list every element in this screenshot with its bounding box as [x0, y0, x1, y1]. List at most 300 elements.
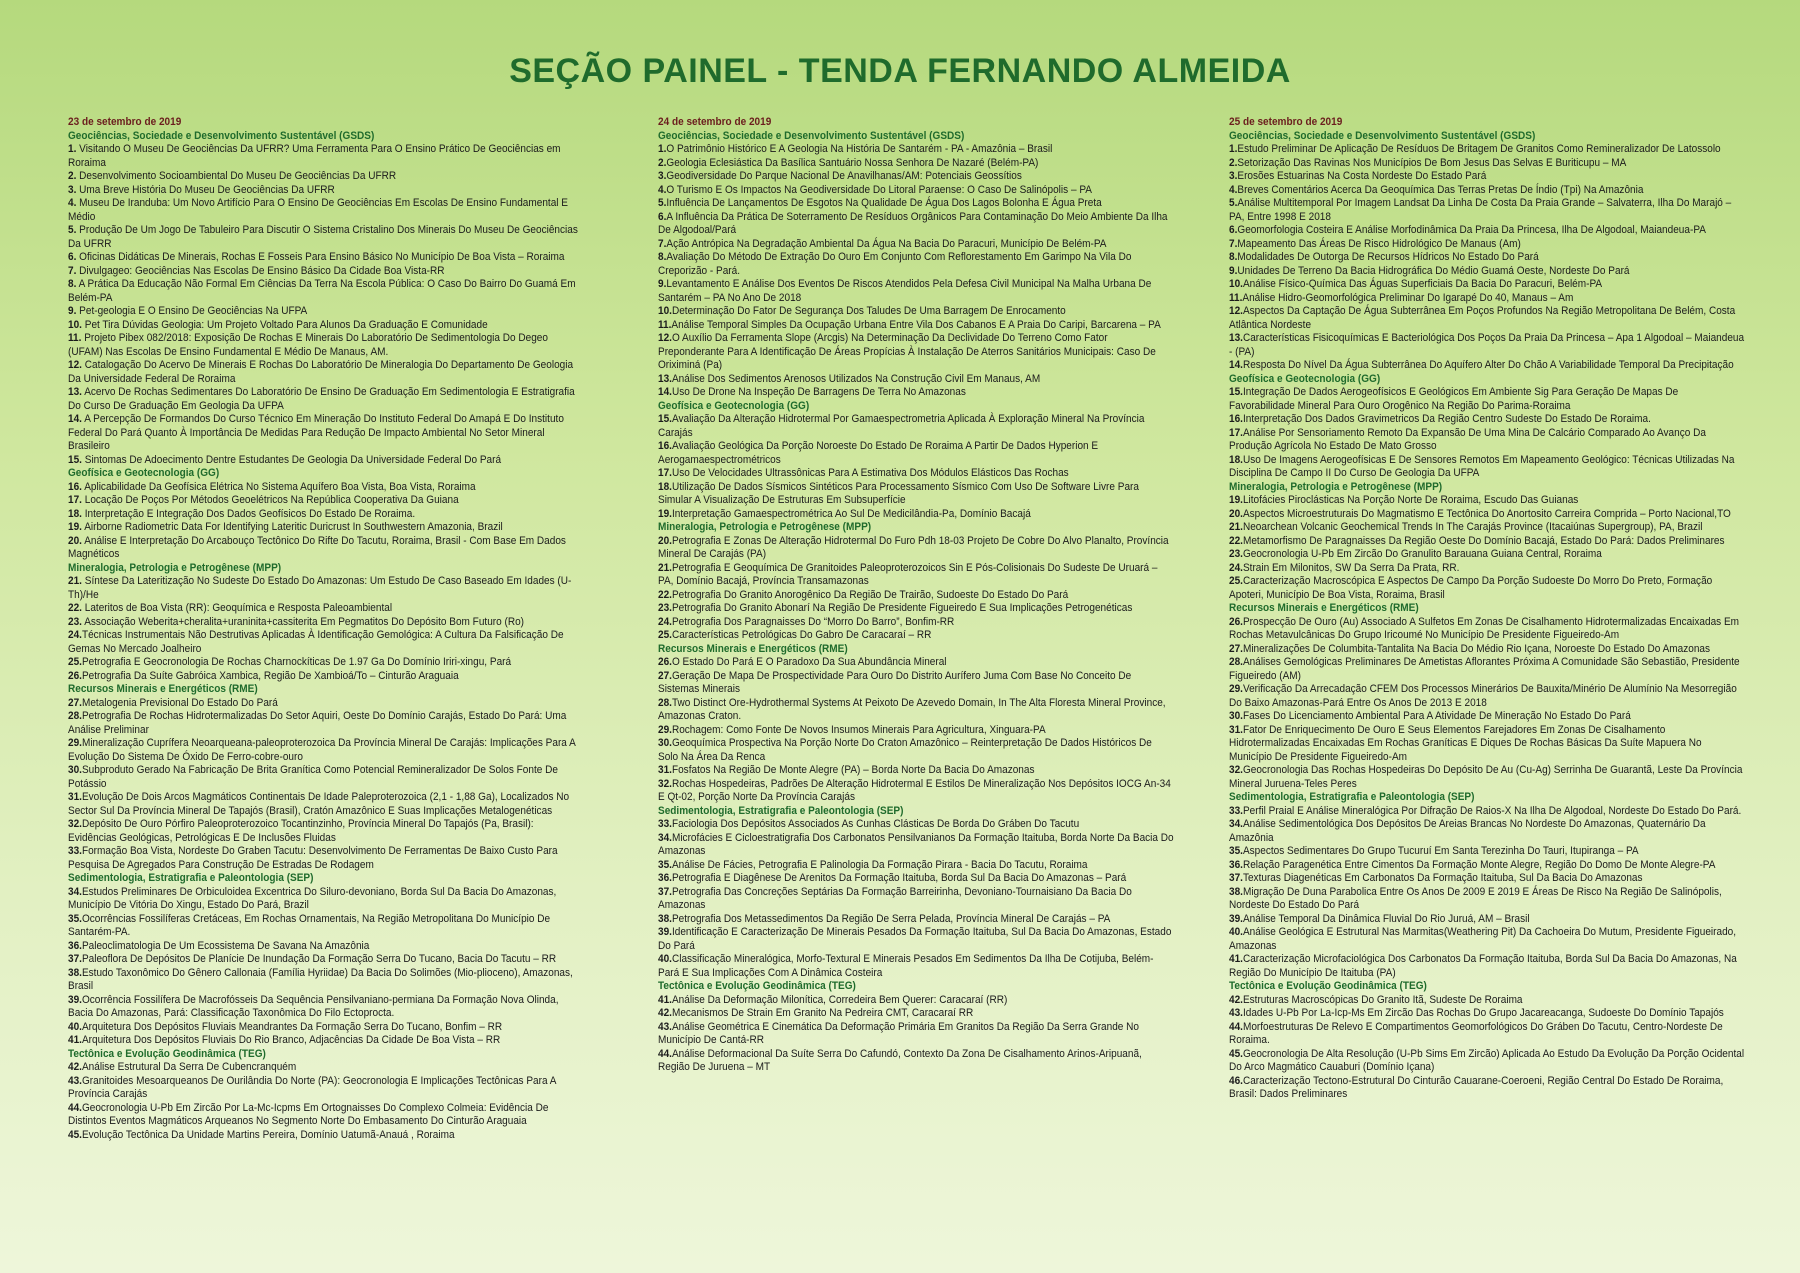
item-title: Características Fisicoquímicas E Bacteriológica Dos Poços Da Praia Da Princesa – Apa 1 Algodoal – Maiandeua - (PA)	[1229, 332, 1745, 358]
item-number: 15.	[68, 453, 82, 466]
item-number: 25.	[658, 629, 672, 641]
item-title: Estudo Preliminar De Aplicação De Resíduos De Britagem De Granitos Como Remineralizador De Latossolo	[1237, 143, 1721, 155]
item-number: 3.	[68, 183, 77, 196]
list-item	[1229, 238, 1745, 252]
item-title: Uso De Imagens Aerogeofísicas E De Sensores Remotos Em Mapeamento Geológico: Técnicas Utilizadas Na Disciplina De Campo II Do Curso De Geologia Da UFPA	[1229, 453, 1735, 479]
section-heading: Recursos Minerais e Energéticos (RME)	[1229, 602, 1419, 614]
list-item	[1229, 926, 1745, 953]
item-title: Desenvolvimento Socioambiental Do Museu De Geociências Da UFRR	[76, 170, 397, 182]
item-number: 38.	[658, 912, 672, 925]
item-number: 19.	[1229, 494, 1243, 506]
list-item	[68, 697, 584, 711]
list-item	[68, 737, 584, 764]
item-number: 5.	[1229, 197, 1238, 209]
list-item	[658, 413, 1174, 440]
list-item	[658, 211, 1174, 238]
item-title: Produção De Um Jogo De Tabuleiro Para Discutir O Sistema Cristalino Dos Minerais Do Museu De Geociências Da UFRR	[68, 224, 578, 250]
item-title: Análise Hidro-Geomorfológica Preliminar Do Igarapé Do 40, Manaus – Am	[1242, 291, 1574, 304]
list-item	[68, 994, 584, 1021]
item-number: 1.	[658, 143, 667, 155]
list-item	[68, 616, 584, 630]
list-item	[658, 656, 1174, 670]
list-item	[658, 818, 1174, 832]
item-number: 33.	[1229, 804, 1243, 817]
list-item	[658, 859, 1174, 873]
item-title: A Percepção De Formandos Do Curso Técnico Em Mineração Do Instituto Federal Do Amapá E Do Instituto Federal Do Pará Quanto À Importância De Medidas Para Redução De Impacto Ambiental No Setor Mineral Brasileiro	[68, 413, 564, 452]
item-title: Ocorrências Fossilíferas Cretáceas, Em Rochas Ornamentais, Na Região Metropolitana Do Município De Santarém-PA.	[68, 912, 551, 938]
list-item	[1229, 278, 1745, 292]
item-title: Breves Comentários Acerca Da Geoquímica Das Terras Pretas De Índio (Tpi) Na Amazônia	[1237, 183, 1644, 196]
item-title: Fosfatos Na Região De Monte Alegre (PA) – Borda Norte Da Bacia Do Amazonas	[671, 764, 1035, 776]
item-number: 31.	[658, 764, 672, 776]
item-title: Texturas Diagenéticas Em Carbonatos Da Formação Itaituba, Sul Da Bacia Do Amazonas	[1242, 872, 1643, 884]
item-title: Análise Temporal Simples Da Ocupação Urbana Entre Vila Dos Cabanos E A Praia Do Caripi, Barcarena – PA	[671, 318, 1161, 331]
item-number: 24.	[68, 629, 82, 641]
item-title: Análise Estrutural Da Serra De Cubencranquém	[81, 1061, 297, 1073]
item-number: 18.	[658, 480, 672, 493]
list-item	[1229, 427, 1745, 454]
section-heading: Geofísica e Geotecnologia (GG)	[68, 467, 220, 479]
list-item	[68, 319, 584, 333]
item-title: Visitando O Museu De Geociências Da UFRR? Uma Ferramenta Para O Ensino Prático De Geociências em Roraima	[68, 143, 561, 169]
list-item	[1229, 656, 1745, 683]
list-item	[68, 629, 584, 656]
item-number: 23.	[658, 602, 672, 614]
item-title: Interpretação Gamaespectrométrica Ao Sul De Medicilândia-Pa, Domínio Bacajá	[671, 507, 1031, 520]
column-day-1	[68, 116, 584, 1142]
item-number: 5.	[658, 197, 667, 209]
item-number: 35.	[68, 912, 82, 925]
list-item	[1229, 494, 1745, 508]
item-title: Two Distinct Ore-Hydrothermal Systems At Peixoto De Azevedo Domain, In The Alta Floresta Mineral Province, Amazonas Craton.	[658, 696, 1166, 722]
item-title: Uma Breve História Do Museu De Geociências Da UFRR	[76, 183, 335, 196]
list-item	[1229, 913, 1745, 927]
item-title: Mecanismos De Strain Em Granito Na Pedreira CMT, Caracaraí RR	[671, 1007, 974, 1019]
item-number: 25.	[1229, 575, 1243, 587]
list-item	[658, 616, 1174, 630]
list-item	[1229, 643, 1745, 657]
list-item	[68, 953, 584, 967]
list-item	[658, 278, 1174, 305]
list-item	[658, 562, 1174, 589]
list-item	[68, 1129, 584, 1143]
item-title: Museu De Iranduba: Um Novo Artifício Para O Ensino De Geociências Em Escolas De Ensino Fundamental E Médio	[68, 197, 569, 223]
item-title: Projeto Pibex 082/2018: Exposição De Rochas E Minerais Do Laboratório De Sedimentologia Do Degeo (UFAM) Nas Escolas De Ensino Fundamental E Médio De Manaus, AM.	[68, 332, 548, 358]
item-number: 11.	[68, 332, 82, 344]
item-number: 40.	[1229, 926, 1243, 938]
item-number: 34.	[68, 885, 82, 898]
item-title: Síntese Da Lateritização No Sudeste Do Estado Do Amazonas: Um Estudo De Caso Baseado Em Idades (U-Th)/He	[68, 575, 572, 601]
item-number: 28.	[658, 696, 672, 709]
item-title: O Estado Do Pará E O Paradoxo Da Sua Abundância Mineral	[671, 656, 947, 668]
list-item	[68, 521, 584, 535]
item-title: Petrografia Dos Metassedimentos Da Região De Serra Pelada, Província Mineral De Carajás – PA	[671, 912, 1111, 925]
item-number: 34.	[1229, 818, 1243, 830]
item-number: 43.	[68, 1074, 82, 1087]
item-number: 38.	[68, 966, 82, 979]
item-title: Análise E Interpretação Do Arcabouço Tectônico Do Rifte Do Tacutu, Roraima, Brasil - Com Base Em Dados Magnéticos	[68, 534, 566, 560]
section-heading: Mineralogia, Petrologia e Petrogênese (MPP)	[658, 521, 872, 533]
item-title: Fator De Enriquecimento De Ouro E Seus Elementos Farejadores Em Zonas De Cisalhamento Hidrotermalizadas Encaixadas Em Rochas Graníticas E Diques De Rochas Básicas Da Suíte Mapuera No Município De Presidente Figueiredo-Am	[1229, 723, 1702, 763]
list-item	[658, 602, 1174, 616]
item-number: 27.	[658, 669, 672, 682]
list-item	[658, 670, 1174, 697]
item-number: 20.	[658, 534, 672, 547]
item-title: Evolução Tectônica Da Unidade Martins Pereira, Domínio Uatumã-Anauá , Roraima	[81, 1128, 455, 1141]
item-number: 33.	[658, 818, 672, 830]
item-number: 26.	[658, 656, 672, 668]
item-number: 22.	[1229, 534, 1243, 547]
list-item	[1229, 265, 1745, 279]
list-item	[1229, 764, 1745, 791]
item-title: Geocronologia De Alta Resolução (U-Pb Sims Em Zircão) Aplicada Ao Estudo Da Evolução Da Porção Ocidental Do Arco Magmático Cauaburi (Domínio Içana)	[1229, 1047, 1745, 1073]
list-item	[68, 602, 584, 616]
list-item	[658, 589, 1174, 603]
list-item	[658, 697, 1174, 724]
item-number: 12.	[68, 359, 82, 371]
item-number: 22.	[658, 588, 672, 601]
list-item	[68, 197, 584, 224]
item-number: 30.	[658, 737, 672, 749]
item-title: Arquitetura Dos Depósitos Fluviais Meandrantes Da Formação Serra Do Tucano, Bonfim – RR	[81, 1020, 503, 1033]
list-item	[68, 886, 584, 913]
item-title: Avaliação Da Alteração Hidrotermal Por Gamaespectrometria Aplicada À Exploração Mineral Na Província Carajás	[658, 413, 1145, 439]
item-number: 44.	[658, 1047, 672, 1060]
list-item	[658, 197, 1174, 211]
list-item	[658, 872, 1174, 886]
item-title: Análise Deformacional Da Suíte Serra Do Cafundó, Contexto Da Zona De Cisalhamento Arinos-Aripuanã, Região De Juruena – MT	[658, 1047, 1142, 1073]
item-title: Geração De Mapa De Prospectividade Para Ouro Do Distrito Aurífero Juma Com Base No Conceito De Sistemas Minerais	[658, 669, 1132, 695]
section-heading: Geofísica e Geotecnologia (GG)	[658, 399, 810, 412]
item-title: Petrografia De Rochas Hidrotermalizadas Do Setor Aquiri, Oeste Do Domínio Carajás, Estado Do Pará: Uma Análise Preliminar	[68, 710, 567, 736]
section-heading: Geociências, Sociedade e Desenvolvimento Sustentável (GSDS)	[658, 129, 965, 142]
item-number: 32.	[658, 777, 672, 790]
item-title: Locação De Poços Por Métodos Geoelétricos Na República Cooperativa Da Guiana	[81, 494, 459, 506]
list-item	[1229, 305, 1745, 332]
item-title: Litofácies Piroclásticas Na Porção Norte De Roraima, Escudo Das Guianas	[1242, 494, 1579, 506]
list-item	[68, 386, 584, 413]
item-title: Formação Boa Vista, Nordeste Do Graben Tacutu: Desenvolvimento De Ferramentas De Baixo Custo Para Pesquisa De Agregados Para Construção De Estradas De Rodagem	[68, 845, 558, 871]
list-item	[1229, 359, 1745, 373]
item-number: 25.	[68, 656, 82, 668]
item-number: 29.	[68, 737, 82, 749]
item-number: 11.	[658, 318, 672, 331]
item-number: 41.	[658, 993, 672, 1006]
item-title: Geocronologia U-Pb Em Zircão Do Granulito Barauana Guiana Central, Roraima	[1242, 548, 1602, 560]
item-number: 40.	[658, 953, 672, 965]
item-number: 46.	[1229, 1074, 1243, 1087]
item-number: 26.	[68, 669, 82, 682]
item-number: 21.	[1229, 521, 1243, 533]
list-item	[68, 710, 584, 737]
item-number: 39.	[1229, 912, 1243, 925]
item-number: 22.	[68, 602, 82, 614]
list-item	[68, 818, 584, 845]
item-number: 4.	[68, 197, 77, 209]
item-title: Avaliação Geológica Da Porção Noroeste Do Estado De Roraima A Partir De Dados Hyperion E Aerogamaespectrométricos	[658, 440, 1099, 466]
list-item	[68, 454, 584, 468]
date-heading: 25 de setembro de 2019	[1229, 116, 1343, 128]
item-number: 43.	[1229, 1007, 1243, 1019]
list-item	[68, 494, 584, 508]
item-title: Uso De Drone Na Inspeção De Barragens De Terra No Amazonas	[671, 386, 966, 398]
item-title: Lateritos de Boa Vista (RR): Geoquímica e Resposta Paleoambiental	[81, 602, 393, 614]
item-number: 8.	[658, 251, 667, 263]
item-title: Geodiversidade Do Parque Nacional De Anavilhanas/AM: Potenciais Geossítios	[666, 170, 1022, 182]
list-item	[1229, 710, 1745, 724]
item-title: Petrografia E Diagênese De Arenitos Da Formação Itaituba, Borda Sul Da Bacia Do Amazonas – Pará	[671, 872, 1127, 884]
item-number: 12.	[658, 332, 672, 344]
item-number: 9.	[68, 305, 77, 317]
item-number: 4.	[658, 183, 667, 196]
item-number: 44.	[68, 1101, 82, 1114]
list-item	[658, 184, 1174, 198]
item-number: 36.	[68, 939, 82, 952]
item-title: Classificação Mineralógica, Morfo-Textural E Minerais Pesados Em Sedimentos Da Ilha De Cotijuba, Belém-Pará E Sua Implicações Com A Dinâmica Costeira	[658, 953, 1154, 979]
item-title: Mineralizações De Columbita-Tantalita Na Bacia Do Médio Rio Içana, Noroeste Do Estado Do Amazonas	[1242, 642, 1711, 655]
item-title: Perfil Praial E Análise Mineralógica Por Difração De Raios-X Na Ilha De Algodoal, Nordeste Do Estado Do Pará.	[1242, 804, 1742, 817]
item-title: Levantamento E Análise Dos Eventos De Riscos Atendidos Pela Defesa Civil Municipal Na Malha Urbana De Santarém – PA No Ano De 2018	[658, 278, 1152, 304]
item-title: Geocronologia U-Pb Em Zircão Por La-Mc-Icpms Em Ortognaisses Do Complexo Colmeia: Evidência De Distintos Eventos Magmáticos Arqueanos No Segmento Norte Do Embasamento Do Cinturão Araguaia	[68, 1101, 549, 1127]
item-title: Paleoflora De Depósitos De Planície De Inundação Da Formação Serra Do Tucano, Bacia Do Tacutu – RR	[81, 953, 557, 965]
list-item	[68, 1061, 584, 1075]
item-number: 7.	[1229, 237, 1238, 250]
list-item	[1229, 184, 1745, 198]
item-number: 13.	[68, 386, 82, 398]
list-item	[1229, 157, 1745, 171]
list-item	[68, 535, 584, 562]
list-item	[1229, 994, 1745, 1008]
list-item	[68, 1034, 584, 1048]
list-item	[1229, 805, 1745, 819]
item-title: Características Petrológicas Do Gabro De Caracaraí – RR	[671, 629, 932, 641]
list-item	[68, 656, 584, 670]
list-item	[1229, 251, 1745, 265]
item-title: Ocorrência Fossilífera De Macrofósseis Da Sequência Pensilvaniano-permiana Da Formação Nova Olinda, Bacia Do Amazonas, Pará: Classificação Taxonômica Do Filo Ectoprocta.	[68, 993, 559, 1019]
item-title: A Prática Da Educação Não Formal Em Ciências Da Terra Na Escola Pública: O Caso Do Bairro Do Guamá Em Belém-PA	[68, 278, 576, 304]
item-title: Interpretação Dos Dados Gravimetricos Da Região Centro Sudeste Do Estado De Roraima.	[1242, 413, 1651, 425]
item-title: Petrografia E Zonas De Alteração Hidrotermal Do Furo Pdh 18-03 Projeto De Cobre Do Alvo Planalto, Província Mineral De Carajás (PA)	[658, 534, 1169, 560]
item-title: Aspectos Microestruturais Do Magmatismo E Tectônica Do Anortosito Carreira Comprida – Porto Nacional,TO	[1242, 507, 1731, 520]
item-number: 16.	[68, 480, 82, 493]
date-heading: 23 de setembro de 2019	[68, 116, 182, 128]
item-title: Petrografia E Geocronologia De Rochas Charnockíticas De 1.97 Ga Do Domínio Iriri-xingu, Pará	[81, 656, 512, 668]
section-heading: Recursos Minerais e Energéticos (RME)	[658, 642, 848, 655]
item-title: Relação Paragenética Entre Cimentos Da Formação Monte Alegre, Região Do Domo De Monte Alegre-PA	[1242, 858, 1716, 871]
list-item	[658, 926, 1174, 953]
list-item	[1229, 143, 1745, 157]
item-number: 33.	[68, 845, 82, 857]
item-number: 21.	[68, 575, 82, 587]
list-item	[658, 305, 1174, 319]
item-number: 36.	[658, 872, 672, 884]
item-number: 10.	[68, 318, 82, 331]
item-title: Strain Em Milonitos, SW Da Serra Da Prata, RR.	[1242, 561, 1460, 574]
list-item	[658, 953, 1174, 980]
item-title: Acervo De Rochas Sedimentares Do Laboratório De Ensino De Graduação Em Sedimentologia E Estratigrafia Do Curso De Graduação Em Geologia Da UFPA	[68, 386, 575, 412]
item-title: Microfácies E Cicloestratigrafia Dos Carbonatos Pensilvanianos Da Formação Itaituba, Borda Norte Da Bacia Do Amazonas	[658, 831, 1174, 857]
list-item	[68, 1075, 584, 1102]
item-title: Petrografia Dos Paragnaisses Do “Morro Do Barro”, Bonfim-RR	[671, 615, 955, 628]
item-number: 10.	[1229, 278, 1243, 290]
item-number: 29.	[1229, 683, 1243, 695]
item-title: Análises Gemológicas Preliminares De Ametistas Aflorantes Próxima A Comunidade São Sebastião, Presidente Figueiredo (AM)	[1229, 656, 1740, 682]
item-number: 42.	[1229, 993, 1243, 1006]
item-title: Prospecção De Ouro (Au) Associado A Sulfetos Em Zonas De Cisalhamento Hidrotermalizadas Encaixadas Em Rochas Metavulcânicas Do Grupo Iricoumé No Município De Presidente Figueiredo-Am	[1229, 615, 1740, 641]
list-item	[658, 143, 1174, 157]
item-title: Influência De Lançamentos De Esgotos Na Qualidade De Água Dos Lagos Bolonha E Água Preta	[666, 197, 1102, 209]
list-item	[658, 251, 1174, 278]
item-number: 23.	[1229, 548, 1243, 560]
item-number: 37.	[658, 885, 672, 898]
list-item	[1229, 386, 1745, 413]
section-heading: Geociências, Sociedade e Desenvolvimento Sustentável (GSDS)	[1229, 129, 1536, 142]
item-number: 16.	[1229, 413, 1243, 425]
item-number: 14.	[1229, 359, 1243, 371]
item-title: Identificação E Caracterização De Minerais Pesados Da Formação Itaituba, Sul Da Bacia Do Amazonas, Estado Do Pará	[658, 926, 1172, 952]
list-item	[658, 886, 1174, 913]
item-title: Mapeamento Das Áreas De Risco Hidrológico De Manaus (Am)	[1237, 237, 1521, 250]
list-item	[658, 778, 1174, 805]
list-item	[1229, 818, 1745, 845]
item-title: Paleoclimatologia De Um Ecossistema De Savana Na Amazônia	[81, 939, 370, 952]
section-heading: Sedimentologia, Estratigrafia e Paleontologia (SEP)	[658, 804, 904, 817]
item-number: 21.	[658, 561, 672, 574]
section-heading: Sedimentologia, Estratigrafia e Paleontologia (SEP)	[1229, 791, 1475, 803]
item-number: 31.	[68, 791, 82, 803]
item-number: 11.	[1229, 291, 1243, 304]
list-item	[68, 1102, 584, 1129]
item-title: O Auxílio Da Ferramenta Slope (Arcgis) Na Determinação Da Declividade Do Terreno Como Fator Preponderante Para A Identificação De Áreas Propícias À Instalação De Aterros Sanitários Municipais: Caso De Oriximiná (Pa)	[658, 332, 1156, 371]
item-title: Sintomas De Adoecimento Dentre Estudantes De Geologia Da Universidade Federal Do Pará	[81, 453, 502, 466]
item-number: 24.	[1229, 561, 1243, 574]
section-heading: Tectônica e Evolução Geodinâmica (TEG)	[68, 1047, 266, 1060]
item-title: Caracterização Tectono-Estrutural Do Cinturão Cauarane-Coeroeni, Região Central Do Estado De Roraima, Brasil: Dados Preliminares	[1229, 1074, 1724, 1100]
section-heading: Geofísica e Geotecnologia (GG)	[1229, 372, 1381, 385]
item-number: 44.	[1229, 1020, 1243, 1033]
item-title: Interpretação E Integração Dos Dados Geofísicos Do Estado De Roraima.	[81, 507, 416, 520]
list-item	[658, 481, 1174, 508]
item-title: Oficinas Didáticas De Minerais, Rochas E Fosseis Para Ensino Básico No Município De Boa Vista – Roraima	[76, 251, 565, 263]
item-title: Geologia Eclesiástica Da Basílica Santuário Nossa Senhora De Nazaré (Belém-PA)	[666, 156, 1039, 169]
list-item	[1229, 1007, 1745, 1021]
item-title: Caracterização Microfaciológica Dos Carbonatos Da Formação Itaituba, Borda Sul Da Bacia Do Amazonas, Na Região Do Município De Itaituba (PA)	[1229, 953, 1737, 979]
item-number: 7.	[658, 237, 667, 250]
item-title: Setorização Das Ravinas Nos Municípios De Bom Jesus Das Selvas E Buriticupu – MA	[1237, 156, 1627, 169]
item-number: 38.	[1229, 885, 1243, 898]
item-number: 20.	[68, 534, 82, 547]
list-item	[1229, 1048, 1745, 1075]
list-item	[658, 386, 1174, 400]
item-title: Petrografia E Geoquímica De Granitoides Paleoproterozoicos Sin E Pós-Colisionais Do Sudeste De Uruará – PA, Domínio Bacajá, Província Transamazonas	[658, 561, 1158, 587]
list-item	[1229, 616, 1745, 643]
list-item	[658, 440, 1174, 467]
item-title: Aplicabilidade Da Geofísica Elétrica No Sistema Aquífero Boa Vista, Boa Vista, Roraima	[81, 480, 476, 493]
list-item	[658, 332, 1174, 373]
list-item	[658, 764, 1174, 778]
section-heading: Tectônica e Evolução Geodinâmica (TEG)	[1229, 980, 1427, 992]
list-item	[1229, 1075, 1745, 1102]
list-item	[1229, 521, 1745, 535]
item-number: 45.	[68, 1128, 82, 1141]
item-number: 16.	[658, 440, 672, 452]
list-item	[1229, 332, 1745, 359]
section-heading: Sedimentologia, Estratigrafia e Paleontologia (SEP)	[68, 872, 314, 884]
item-number: 27.	[1229, 642, 1243, 655]
list-item	[1229, 886, 1745, 913]
item-number: 30.	[68, 764, 82, 776]
item-title: Caracterização Macroscópica E Aspectos De Campo Da Porção Sudoeste Do Morro Do Preto, Formação Apoteri, Município De Boa Vista, Roraima, Brasil	[1229, 575, 1713, 601]
item-title: Pet-geologia E O Ensino De Geociências Na UFPA	[76, 305, 308, 317]
page-title: SEÇÃO PAINEL - TENDA FERNANDO ALMEIDA	[509, 52, 1291, 90]
list-item	[68, 265, 584, 279]
item-title: Técnicas Instrumentais Não Destrutivas Aplicadas À Identificação Gemológica: A Cultura Da Falsificação De Gemas No Mercado Joalheiro	[68, 629, 564, 655]
item-number: 14.	[658, 386, 672, 398]
item-title: Subproduto Gerado Na Fabricação De Brita Granítica Como Potencial Remineralizador De Solos Fonte De Potássio	[68, 764, 558, 790]
item-number: 19.	[658, 507, 672, 520]
list-item	[1229, 535, 1745, 549]
list-item	[1229, 197, 1745, 224]
item-title: Evolução De Dois Arcos Magmáticos Continentais De Idade Paleproterozoica (2,1 - 1,88 Ga), Localizados No Sector Sul Da Província Mineral De Tapajós (Brasil), Cratón Amazônico E Suas Implicações Metalogenéticas	[68, 791, 570, 817]
item-title: Faciologia Dos Depósitos Associados As Cunhas Clásticas De Borda Do Gráben Do Tacutu	[671, 818, 1080, 830]
column-day-3	[1229, 116, 1745, 1102]
list-item	[658, 373, 1174, 387]
item-number: 9.	[658, 278, 667, 290]
item-number: 32.	[1229, 764, 1243, 776]
item-title: Estudo Taxonômico Do Gênero Callonaia (Família Hyriidae) Da Bacia Do Solimões (Mio-plioceno), Amazonas, Brasil	[68, 966, 573, 992]
item-title: Análise Sedimentológica Dos Depósitos De Areias Brancas No Nordeste Do Amazonas, Quaternário Da Amazônia	[1229, 818, 1706, 844]
item-number: 6.	[658, 210, 667, 223]
item-number: 7.	[68, 264, 77, 277]
item-number: 24.	[658, 615, 672, 628]
item-number: 3.	[1229, 170, 1238, 182]
item-number: 14.	[68, 413, 82, 425]
item-title: A Influência Da Prática De Soterramento De Resíduos Orgânicos Para Contaminação Do Meio Ambiente Da Ilha De Algodoal/Pará	[658, 210, 1168, 236]
item-title: Morfoestruturas De Relevo E Compartimentos Geomorfológicos Do Gráben Do Tacutu, Centro-Nordeste De Roraima.	[1229, 1020, 1723, 1046]
item-title: Airborne Radiometric Data For Identifying Lateritic Duricrust In Southwestern Amazonia, Brazil	[81, 521, 503, 533]
list-item	[68, 251, 584, 265]
item-title: Rochas Hospedeiras, Padrões De Alteração Hidrotermal E Estilos De Mineralização Nos Depósitos IOCG An-34 E Qt-02, Porção Norte Da Província Carajás	[658, 777, 1171, 803]
item-title: Ação Antrópica Na Degradação Ambiental Da Água Na Bacia Do Paracuri, Município De Belém-PA	[666, 237, 1107, 250]
item-title: Geocronologia Das Rochas Hospedeiras Do Depósito De Au (Cu-Ag) Serrinha De Guarantã, Leste Da Província Mineral Juruena-Teles Peres	[1229, 764, 1743, 790]
item-title: Metalogenia Previsional Do Estado Do Pará	[81, 696, 278, 709]
item-title: Análise Da Deformação Milonítica, Corredeira Bem Querer: Caracaraí (RR)	[671, 993, 1008, 1006]
list-item	[658, 157, 1174, 171]
section-heading: Mineralogia, Petrologia e Petrogênese (MPP)	[1229, 480, 1443, 493]
item-title: Análise Físico-Química Das Águas Superficiais Da Bacia Do Paracuri, Belém-PA	[1242, 278, 1603, 290]
item-number: 37.	[68, 953, 82, 965]
item-title: Análise Temporal Da Dinâmica Fluvial Do Rio Juruá, AM – Brasil	[1242, 912, 1530, 925]
item-number: 15.	[658, 413, 672, 425]
list-item	[68, 940, 584, 954]
section-heading: Tectônica e Evolução Geodinâmica (TEG)	[658, 980, 856, 992]
item-number: 19.	[68, 521, 82, 533]
item-number: 34.	[658, 831, 672, 844]
list-item	[1229, 575, 1745, 602]
list-item	[1229, 224, 1745, 238]
list-item	[68, 913, 584, 940]
item-title: O Patrimônio Histórico E A Geologia Na História De Santarém - PA - Amazônia – Brasil	[666, 143, 1053, 155]
list-item	[658, 238, 1174, 252]
list-item	[658, 629, 1174, 643]
list-item	[68, 481, 584, 495]
item-title: Análise De Fácies, Petrografia E Palinologia Da Formação Pirara - Bacia Do Tacutu, Roraima	[671, 858, 1088, 871]
item-number: 40.	[68, 1020, 82, 1033]
list-item	[68, 845, 584, 872]
list-item	[658, 737, 1174, 764]
list-item	[658, 1007, 1174, 1021]
item-title: Aspectos Sedimentares Do Grupo Tucuruí Em Santa Terezinha Do Tauri, Itupiranga – PA	[1242, 845, 1639, 857]
